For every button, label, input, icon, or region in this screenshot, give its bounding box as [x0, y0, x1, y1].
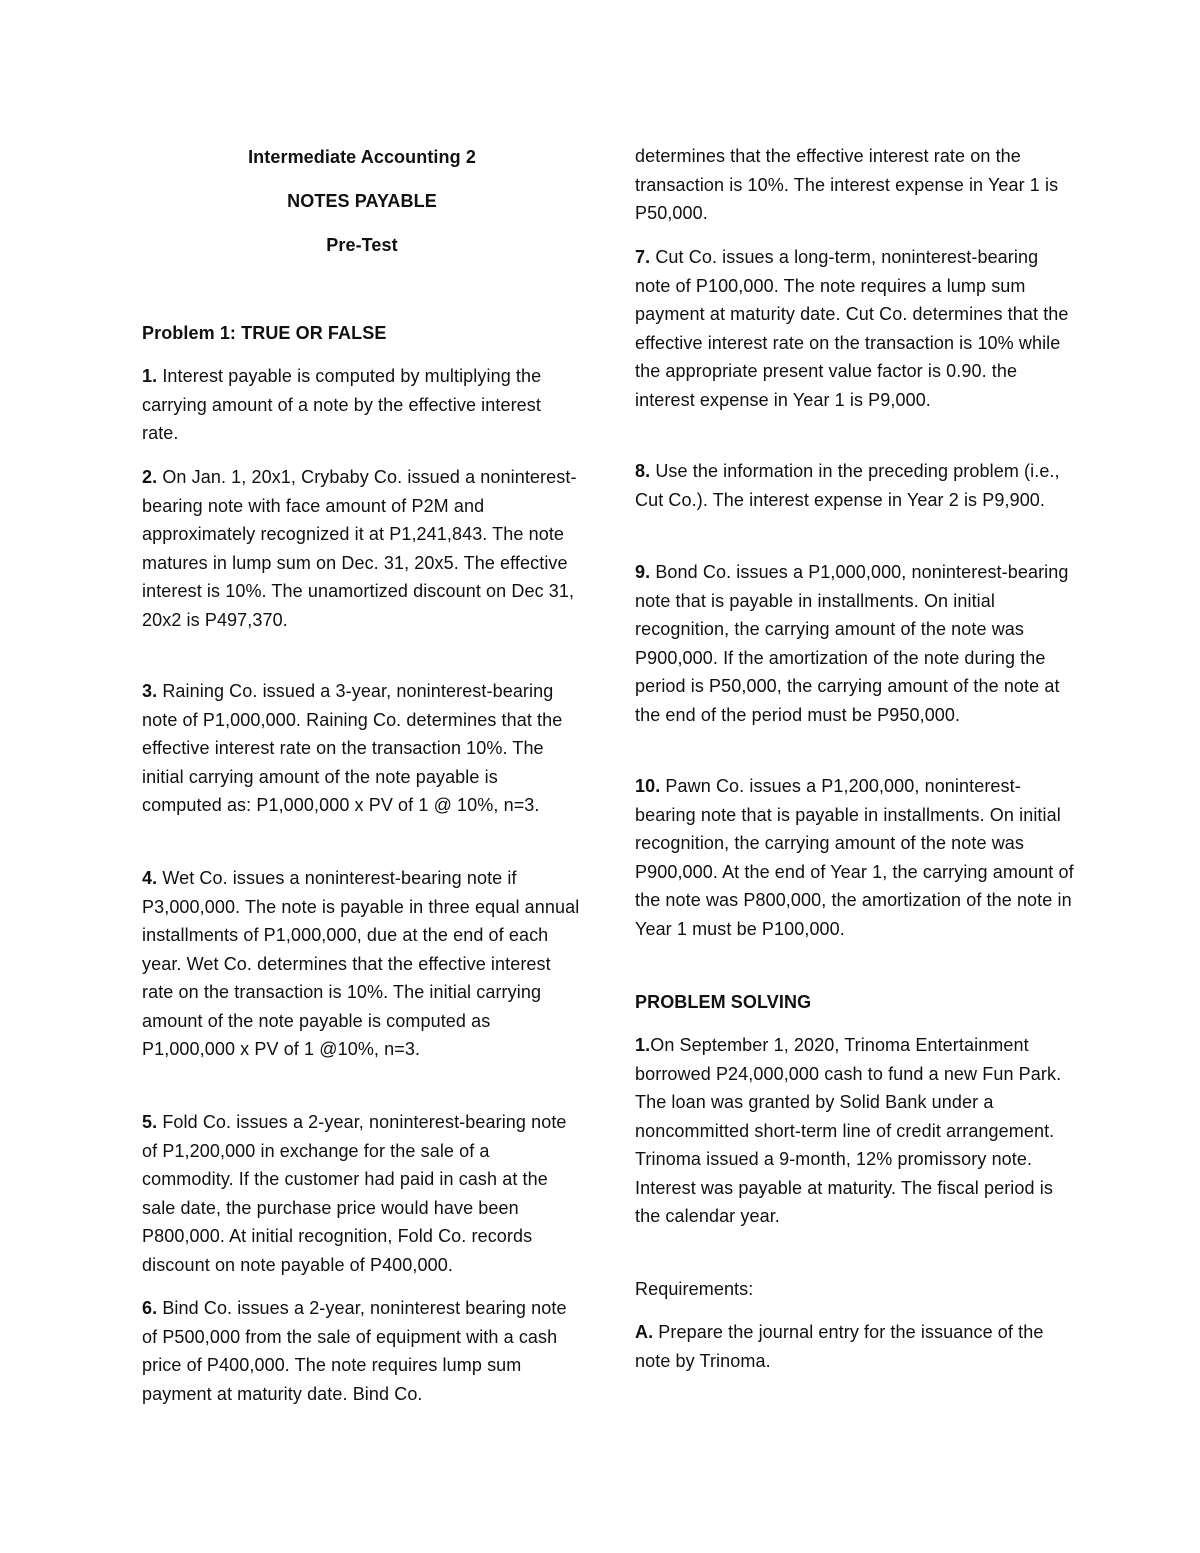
question-6: [142, 1294, 582, 1408]
question-number: 4.: [142, 868, 158, 888]
question-7: [635, 243, 1075, 414]
requirement-letter: A.: [635, 1322, 654, 1342]
question-number: 7.: [635, 247, 651, 267]
question-number: 9.: [635, 562, 651, 582]
question-text: On Jan. 1, 20x1, Crybaby Co. issued a noninterest-bearing note with face amount of P2M and approximately recognized it at P1,241,843. The note matures in lump sum on Dec. 31, 20x5. The effective interest is 10%. The unamortized discount on Dec 31, 20x2 is P497,370.: [142, 467, 577, 630]
question-text: Cut Co. issues a long-term, noninterest-bearing note of P100,000. The note requires a lump sum payment at maturity date. Cut Co. determines that the effective interest rate on the transaction is 10% while the appropriate present value factor is 0.90. the interest expense in Year 1 is P9,000.: [635, 247, 1069, 410]
requirement-a: [635, 1318, 1075, 1375]
question-text: Use the information in the preceding problem (i.e., Cut Co.). The interest expense in Year 2 is P9,900.: [635, 461, 1060, 510]
question-5: [142, 1108, 582, 1279]
question-text: Pawn Co. issues a P1,200,000, noninterest-bearing note that is payable in installments. On initial recognition, the carrying amount of the note was P900,000. At the end of Year 1, the carrying amount of the note was P800,000, the amortization of the note in Year 1 must be P100,000.: [635, 776, 1074, 939]
question-1: [142, 362, 582, 448]
topic-title: NOTES PAYABLE: [287, 191, 437, 211]
problem-solving-1: [635, 1031, 1075, 1231]
question-text: Bind Co. issues a 2-year, noninterest bearing note of P500,000 from the sale of equipment with a cash price of P400,000. The note requires lump sum payment at maturity date. Bind Co.: [142, 1298, 567, 1404]
question-text: Wet Co. issues a noninterest-bearing note if P3,000,000. The note is payable in three equal annual installments of P1,000,000, due at the end of each year. Wet Co. determines that the effective interest rate on the transaction is 10%. The initial carrying amount of the note payable is computed as P1,000,000 x PV of 1 @10%, n=3.: [142, 868, 580, 1059]
requirements-label: Requirements:: [635, 1279, 754, 1299]
question-6-continued: [635, 142, 1075, 228]
question-4: [142, 864, 582, 1064]
question-number: 5.: [142, 1112, 158, 1132]
question-text: determines that the effective interest rate on the transaction is 10%. The interest expense in Year 1 is P50,000.: [635, 146, 1059, 223]
question-number: 8.: [635, 461, 651, 481]
test-title: Pre-Test: [326, 235, 398, 255]
question-number: 3.: [142, 681, 158, 701]
question-text: Fold Co. issues a 2-year, noninterest-bearing note of P1,200,000 in exchange for the sale of a commodity. If the customer had paid in cash at the sale date, the purchase price would have been P800,000. At initial recognition, Fold Co. records discount on note payable of P400,000.: [142, 1112, 567, 1275]
problem1-title: Problem 1: TRUE OR FALSE: [142, 323, 387, 343]
question-text: Raining Co. issued a 3-year, noninterest-bearing note of P1,000,000. Raining Co. determines that the effective interest rate on the transaction 10%. The initial carrying amount of the note payable is computed as: P1,000,000 x PV of 1 @ 10%, n=3.: [142, 681, 563, 815]
question-8: [635, 457, 1075, 514]
question-number: 10.: [635, 776, 661, 796]
problem-solving-title: PROBLEM SOLVING: [635, 992, 812, 1012]
requirement-text: Prepare the journal entry for the issuance of the note by Trinoma.: [635, 1322, 1044, 1371]
question-3: [142, 677, 582, 820]
question-number: 2.: [142, 467, 158, 487]
question-text: Bond Co. issues a P1,000,000, noninterest-bearing note that is payable in installments. On initial recognition, the carrying amount of the note was P900,000. If the amortization of the note during the period is P50,000, the carrying amount of the note at the end of the period must be P950,000.: [635, 562, 1069, 725]
problem-text: On September 1, 2020, Trinoma Entertainment borrowed P24,000,000 cash to fund a new Fun Park. The loan was granted by Solid Bank under a noncommitted short-term line of credit arrangement. Trinoma issued a 9-month, 12% promissory note. Interest was payable at maturity. The fiscal period is the calendar year.: [635, 1035, 1062, 1226]
question-number: 1.: [142, 366, 158, 386]
problem-number: 1.: [635, 1035, 651, 1055]
course-title: Intermediate Accounting 2: [248, 147, 476, 167]
question-number: 6.: [142, 1298, 158, 1318]
question-10: [635, 772, 1075, 943]
question-2: [142, 463, 582, 634]
question-9: [635, 558, 1075, 729]
question-text: Interest payable is computed by multiplying the carrying amount of a note by the effective interest rate.: [142, 366, 542, 443]
